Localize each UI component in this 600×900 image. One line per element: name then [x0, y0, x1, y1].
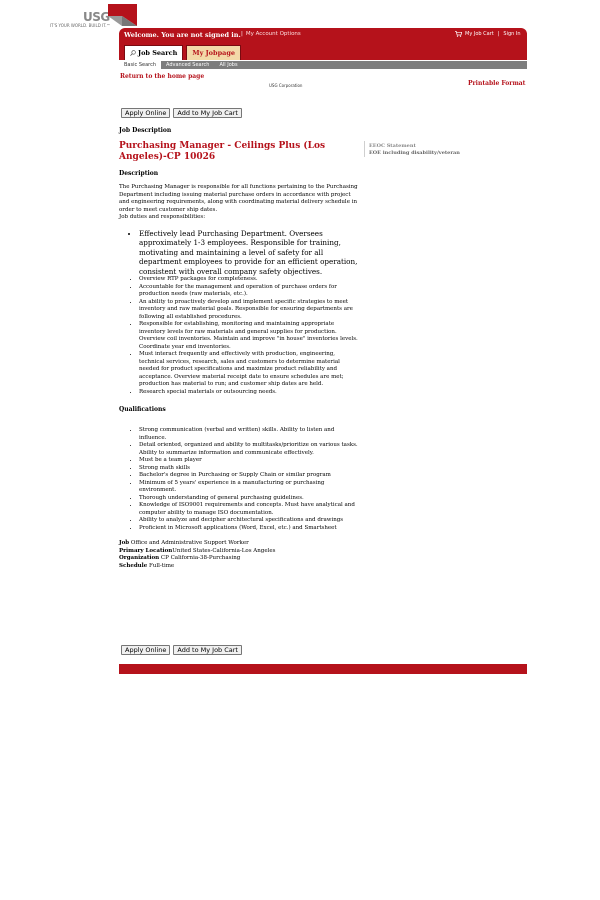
meta-schedule: [119, 563, 359, 571]
meta-label: Schedule: [119, 562, 148, 569]
meta-organization: [119, 555, 359, 563]
logo-text: USG: [83, 10, 110, 24]
return-home-link[interactable]: Return to the home page: [120, 73, 205, 80]
job-details: [119, 141, 359, 570]
bottom-action-buttons: [121, 645, 242, 655]
tab-my-jobpage-label: My Jobpage: [192, 49, 236, 57]
list-item: • Responsible for establishing, monitoring and maintaining appropriate inventory levels for raw materials and general supplies for production. Overview coil inventories. Maintain and improve "in house" inventories levels. Coordinate year end inventories.: [139, 321, 359, 351]
list-item: • Must be a team player: [139, 457, 359, 465]
site-footer: [119, 664, 527, 674]
qualifications-list: [119, 427, 359, 532]
list-item: • Thorough understanding of general purchasing guidelines.: [139, 495, 359, 503]
list-item: • Minimum of 5 years' experience in a manufacturing or purchasing environment.: [139, 480, 359, 495]
list-item: • Effectively lead Purchasing Department. Oversees approximately 1-3 employees. Responsible for training, motivating and maintaining a level of safety for all department employees to provide for an efficient operation, consistent with overall company safety objectives.: [139, 229, 359, 277]
link-separator: |: [497, 31, 500, 37]
cart-icon[interactable]: [455, 31, 462, 37]
meta-label: Primary Location: [119, 547, 173, 554]
meta-value: United States-California-Los Angeles: [172, 547, 276, 554]
meta-job: [119, 540, 359, 548]
meta-value: CP California-38-Purchasing: [159, 555, 241, 562]
eeoc-heading: EEOC Statement: [369, 143, 416, 149]
eeoc-text: EOE including disability/veteran: [369, 150, 460, 156]
job-meta: [119, 540, 359, 570]
top-action-buttons: [121, 108, 242, 118]
description-text: The Purchasing Manager is responsible for all functions pertaining to the Purchasing Department including issuing material purchase orders in accordance with project and engineering requirements, along with coordinating material delivery schedule in order to meet customer ship dates.: [119, 184, 358, 213]
list-item: • Accountable for the management and operation of purchase orders for production needs (raw materials, etc.).: [139, 284, 359, 299]
tab-my-jobpage[interactable]: [186, 45, 241, 60]
add-to-job-cart-button[interactable]: Add to My Job Cart: [173, 645, 242, 655]
my-job-cart-link[interactable]: My Job Cart: [465, 31, 494, 37]
list-item: • Proficient in Microsoft applications (Word, Excel, etc.) and Smartsheet: [139, 525, 359, 533]
welcome-message: Welcome. You are not signed in.: [124, 31, 241, 39]
list-item: • Must interact frequently and effectively with production, engineering, technical services, research, sales and customers to determine material needed for product specifications and maximize product reliability and acceptance. Overview material receipt date to ensure schedules are met; production has material to run; and customer ship dates are held.: [139, 351, 359, 389]
meta-label: Job: [119, 540, 130, 547]
job-title: Purchasing Manager - Ceilings Plus (Los Angeles)-CP 10026: [119, 141, 326, 162]
list-item: • Strong math skills: [139, 465, 359, 473]
account-options-link[interactable]: | My Account Options: [241, 31, 301, 37]
usg-logo[interactable]: [50, 4, 140, 28]
list-item: • Research special materials or outsourcing needs.: [139, 389, 359, 397]
list-item: • Strong communication (verbal and written) skills. Ability to listen and influence.: [139, 427, 359, 442]
sign-in-link[interactable]: Sign In: [503, 31, 521, 37]
job-description-label: Job Description: [119, 127, 172, 134]
apply-online-button[interactable]: Apply Online: [121, 645, 170, 655]
description-heading: Description: [119, 170, 159, 177]
magnifier-icon: [130, 50, 136, 56]
list-item: • Ability to analyze and decipher architectural specifications and drawings: [139, 517, 359, 525]
subtab-basic-search[interactable]: Basic Search: [119, 61, 161, 69]
list-item: • Bachelor's degree in Purchasing or Supply Chain or similar program: [139, 472, 359, 480]
eeoc-sidebar: [364, 141, 529, 157]
subtab-all-jobs[interactable]: All Jobs: [219, 62, 238, 68]
corporation-name: USG Corporation: [269, 83, 303, 88]
header-links: [455, 31, 521, 37]
list-item: • An ability to proactively develop and implement specific strategies to meet inventory and raw material goals. Responsible for ensuring departments are following all established procedures.: [139, 299, 359, 322]
qualifications-heading: Qualifications: [119, 406, 166, 414]
printable-format-link[interactable]: Printable Format: [468, 80, 526, 87]
list-item: • Knowledge of ISO9001 requirements and concepts. Must have analytical and computer ability to manage ISO documentation.: [139, 502, 359, 517]
site-header: [119, 28, 527, 60]
tab-job-search-label: Job Search: [138, 49, 178, 57]
meta-primary-location: [119, 548, 359, 556]
logo-tagline: IT'S YOUR WORLD. BUILD IT.™: [50, 23, 111, 28]
tab-job-search[interactable]: [124, 45, 183, 60]
meta-label: Organization: [119, 555, 160, 562]
logo-mark-icon: [108, 4, 137, 26]
add-to-job-cart-button[interactable]: Add to My Job Cart: [173, 108, 242, 118]
duties-list: [119, 229, 359, 397]
list-item: • Overview RTP packages for completeness.: [139, 276, 359, 284]
meta-value: Office and Administrative Support Worker: [129, 540, 249, 547]
apply-online-button[interactable]: Apply Online: [121, 108, 170, 118]
duties-intro: Job duties and responsibilities:: [119, 214, 206, 220]
sub-navigation: [119, 61, 527, 69]
main-tabs: [124, 45, 241, 60]
list-item: • Detail oriented, organized and ability to multitasks/prioritize on various tasks. Ability to summarize information and communicate effectively.: [139, 442, 359, 457]
meta-value: Full-time: [147, 562, 175, 569]
subtab-advanced-search[interactable]: Advanced Search: [166, 62, 210, 68]
